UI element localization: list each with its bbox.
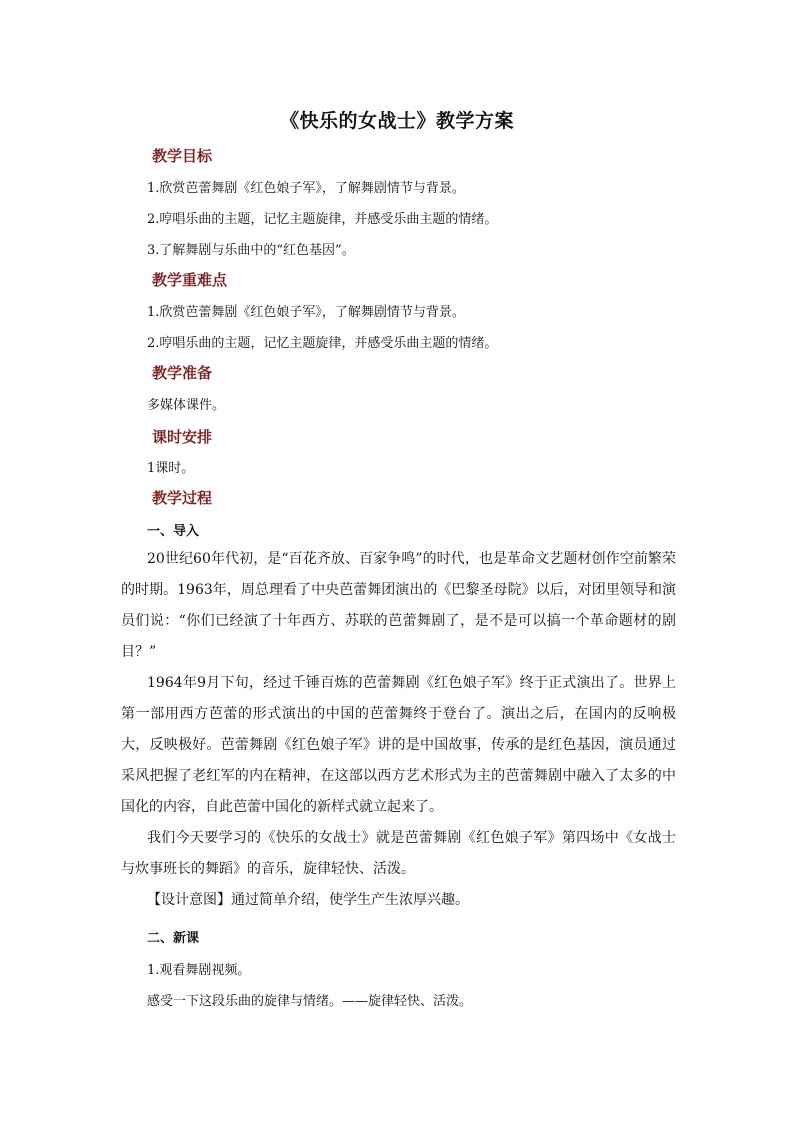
goal-item: 2.哼唱乐曲的主题，记忆主题旋律，并感受乐曲主题的情绪。: [147, 212, 498, 227]
preparation-text: 多媒体课件。: [147, 398, 226, 413]
document-title: 《快乐的女战士》教学方案: [279, 110, 514, 132]
intro-paragraph: 20世纪60年代初，是“百花齐放、百家争鸣”的时代，也是革命文艺题材创作空前繁荣的时期。1963年，周总理看了中央芭蕾舞团演出的《巴黎圣母院》以后，对团里领导和演员们说：“你们已经演了十年西方、苏联的芭蕾舞剧了，是不是可以搞一个革命题材的剧目？”: [121, 551, 676, 660]
section-heading-key-points: 教学重难点: [152, 271, 228, 289]
goal-item: 3.了解舞剧与乐曲中的“红色基因”。: [147, 243, 355, 258]
new-lesson-subheading: 二、新课: [147, 931, 200, 946]
key-point-item: 2.哼唱乐曲的主题，记忆主题旋律，并感受乐曲主题的情绪。: [147, 336, 498, 351]
design-intent: 【设计意图】通过简单介绍，使学生产生浓厚兴趣。: [147, 892, 469, 908]
section-heading-preparation: 教学准备: [152, 364, 213, 382]
key-point-item: 1.欣赏芭蕾舞剧《红色娘子军》，了解舞剧情节与背景。: [147, 305, 465, 320]
section-heading-schedule: 课时安排: [152, 428, 213, 446]
section-heading-goals: 教学目标: [152, 147, 213, 165]
intro-paragraph: 1964年9月下旬，经过千锤百炼的芭蕾舞剧《红色娘子军》终于正式演出了。世界上第一部用西方芭蕾的形式演出的中国的芭蕾舞终于登台了。演出之后，在国内的反响极大，反映极好。芭蕾舞剧《红色娘子军》讲的是中国故事，传承的是红色基因，演员通过采风把握了老红军的内在精神，在这部以西方艺术形式为主的芭蕾舞剧中融入了太多的中国化的内容，自此芭蕾中国化的新样式就立起来了。: [121, 675, 676, 815]
new-lesson-item: 感受一下这段乐曲的旋律与情绪。——旋律轻快、活泼。: [147, 994, 473, 1009]
goal-item: 1.欣赏芭蕾舞剧《红色娘子军》，了解舞剧情节与背景。: [147, 181, 465, 196]
intro-paragraph: 我们今天要学习的《快乐的女战士》就是芭蕾舞剧《红色娘子军》第四场中《女战士与炊事班长的舞蹈》的音乐，旋律轻快、活泼。: [121, 830, 676, 877]
section-heading-process: 教学过程: [152, 489, 213, 507]
new-lesson-item: 1.观看舞剧视频。: [147, 963, 251, 978]
schedule-text: 1课时。: [147, 461, 195, 476]
intro-subheading: 一、导入: [147, 524, 200, 539]
